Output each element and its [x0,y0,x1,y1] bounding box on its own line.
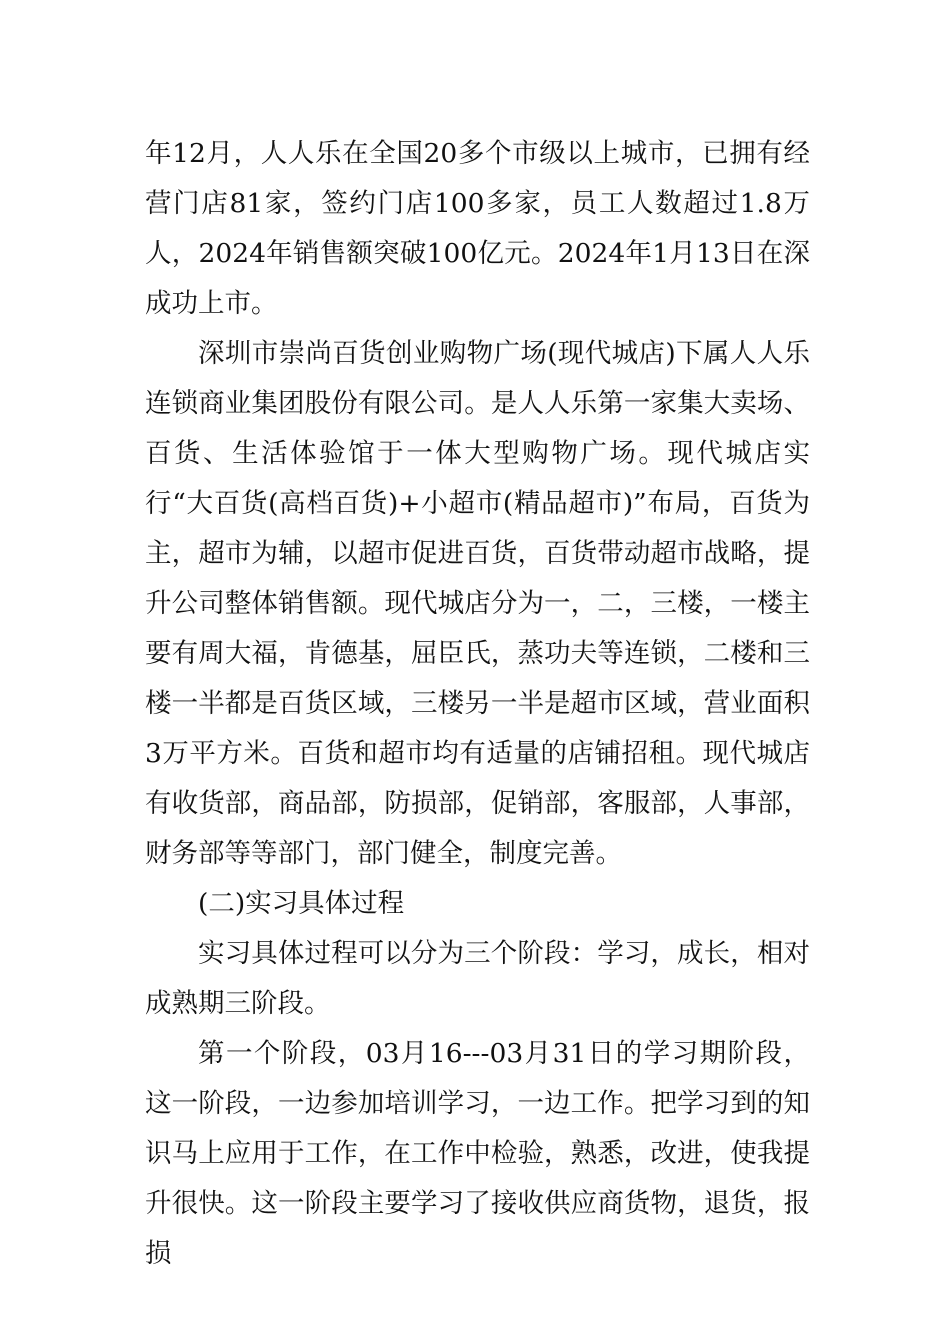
paragraph-first-stage: 第一个阶段，03月16---03月31日的学习期阶段，这一阶段，一边参加培训学习，一边工作。把学习到的知识马上应用于工作，在工作中检验，熟悉，改进，使我提升很快。这一阶段主要学习了接收供应商货物，退货，报损 [145,1038,810,1269]
paragraph-process-stages: 实习具体过程可以分为三个阶段：学习，成长，相对成熟期三阶段。 [145,938,810,1019]
paragraph-store-description: 深圳市崇尚百货创业购物广场(现代城店)下属人人乐连锁商业集团股份有限公司。是人人乐第一家集大卖场、百货、生活体验馆于一体大型购物广场。现代城店实行“大百货(高档百货)+小超市(精品超市)”布局，百货为主，超市为辅，以超市促进百货，百货带动超市战略，提升公司整体销售额。现代城店分为一，二，三楼，一楼主要有周大福，肯德基，屈臣氏，蒸功夫等连锁，二楼和三楼一半都是百货区域，三楼另一半是超市区域，营业面积3万平方米。百货和超市均有适量的店铺招租。现代城店有收货部，商品部，防损部，促销部，客服部，人事部，财务部等等部门，部门健全，制度完善。 [145,338,810,869]
section-heading-internship-process: (二)实习具体过程 [198,888,405,919]
paragraph-continuation: 年12月，人人乐在全国20多个市级以上城市，已拥有经营门店81家，签约门店100多家，员工人数超过1.8万人，2024年销售额突破100亿元。2024年1月13日在深成功上市。 [145,138,810,319]
document-body [145,129,810,1279]
